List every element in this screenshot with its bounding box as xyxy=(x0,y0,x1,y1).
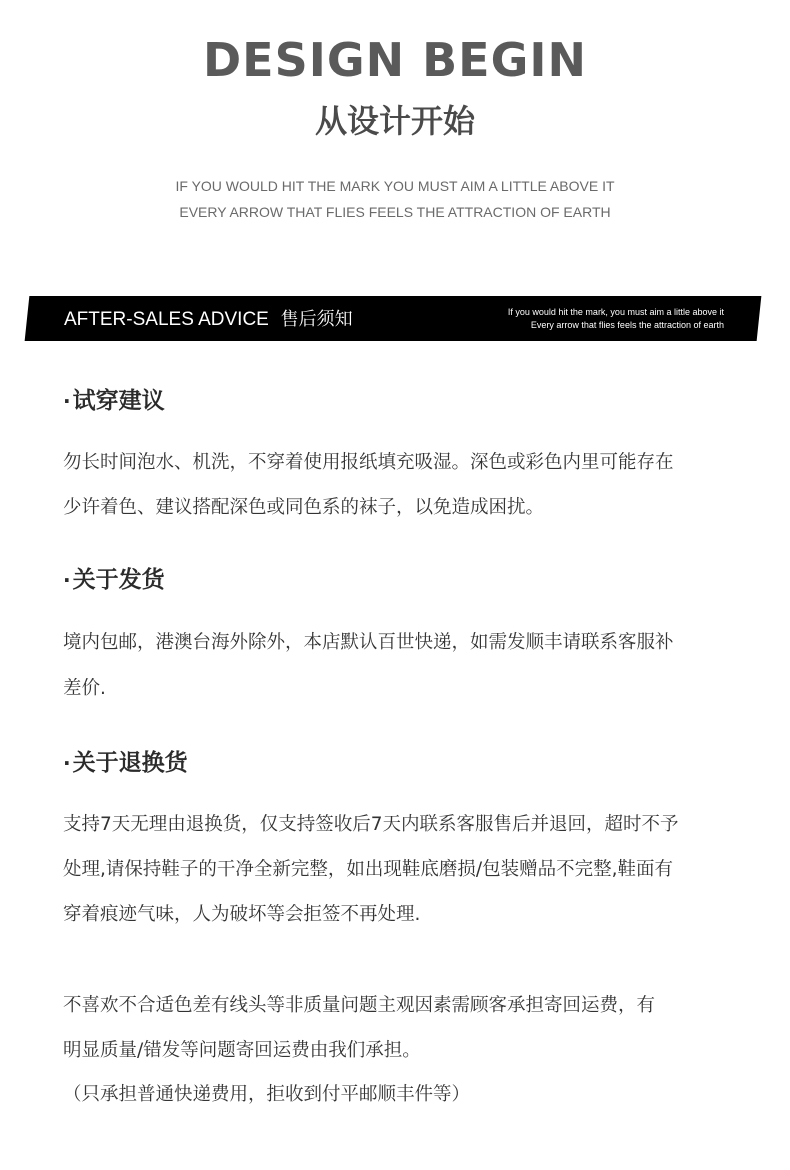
shipping-line-2: 差价. xyxy=(63,678,106,699)
bullet-icon: · xyxy=(63,389,71,413)
hero-subtitle: 从设计开始 xyxy=(314,102,475,140)
returns-line-6: （只承担普通快递费用，拒收到付平邮顺丰件等） xyxy=(63,1084,471,1105)
section-heading-label: 关于退换货 xyxy=(72,750,188,776)
returns-line-5: 明显质量/错发等问题寄回运费由我们承担。 xyxy=(63,1040,421,1061)
shipping-line-1: 境内包邮，港澳台海外除外，本店默认百世快递，如需发顺丰请联系客服补 xyxy=(63,632,674,653)
banner-note-line-2: Every arrow that flies feels the attraction of earth xyxy=(530,320,724,330)
returns-line-3: 穿着痕迹气味，人为破坏等会拒签不再处理. xyxy=(63,904,421,925)
banner-title-cn: 售后须知 xyxy=(280,309,353,330)
section-heading-label: 关于发货 xyxy=(72,567,165,593)
returns-line-4: 不喜欢不合适色差有线头等非质量问题主观因素需顾客承担寄回运费，有 xyxy=(63,995,656,1016)
section-heading-label: 试穿建议 xyxy=(72,388,165,414)
banner-title-en: AFTER-SALES ADVICE xyxy=(64,309,269,330)
try-on-line-2: 少许着色、建议搭配深色或同色系的袜子，以免造成困扰。 xyxy=(63,497,545,518)
try-on-line-1: 勿长时间泡水、机洗，不穿着使用报纸填充吸湿。深色或彩色内里可能存在 xyxy=(63,452,674,473)
after-sales-banner-title xyxy=(64,296,353,341)
section-heading-returns xyxy=(63,748,188,778)
hero-title: DESIGN BEGIN xyxy=(203,33,587,87)
bullet-icon: · xyxy=(63,751,71,775)
hero-tagline-line-2: EVERY ARROW THAT FLIES FEELS THE ATTRACTION OF EARTH xyxy=(179,204,611,220)
section-heading-try-on xyxy=(63,386,165,416)
returns-line-1: 支持7天无理由退换货，仅支持签收后7天内联系客服售后并退回，超时不予 xyxy=(63,814,679,835)
section-heading-shipping xyxy=(63,565,165,595)
banner-note-line-1: If you would hit the mark, you must aim a little above it xyxy=(507,307,724,317)
bullet-icon: · xyxy=(63,568,71,592)
hero-tagline-line-1: IF YOU WOULD HIT THE MARK YOU MUST AIM A LITTLE ABOVE IT xyxy=(175,178,615,194)
returns-line-2: 处理,请保持鞋子的干净全新完整，如出现鞋底磨损/包装赠品不完整,鞋面有 xyxy=(63,859,673,880)
